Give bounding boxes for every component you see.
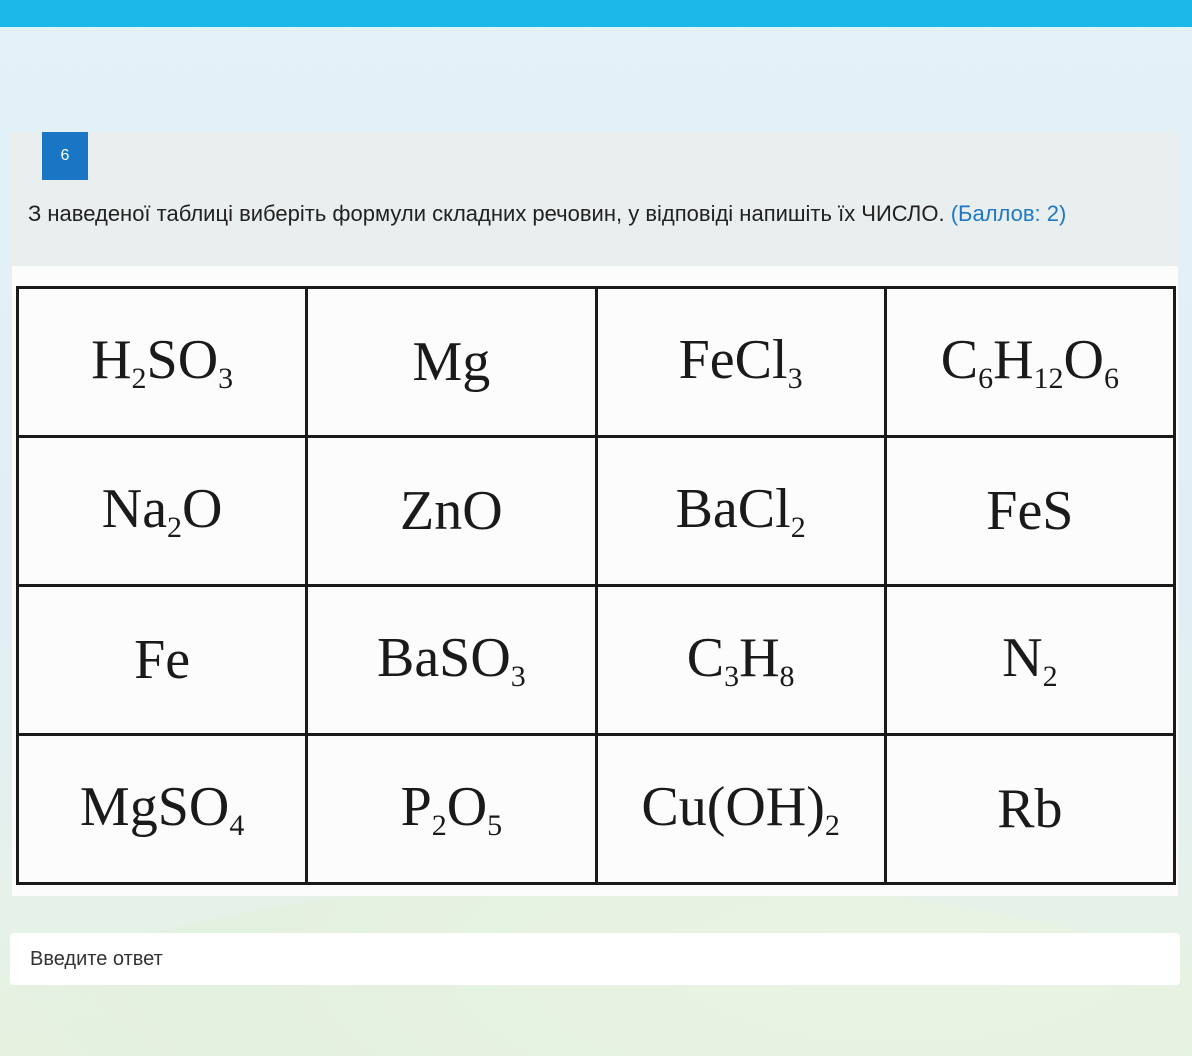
formula-part: O	[1063, 329, 1104, 391]
formula-subscript: 12	[1033, 362, 1064, 395]
table-row	[18, 586, 1175, 735]
formula-subscript: 3	[724, 660, 740, 693]
question-text	[28, 199, 1148, 229]
formula-cell	[885, 586, 1174, 735]
formula-cell	[596, 437, 885, 586]
formula-part: BaSO	[376, 627, 511, 689]
formula-subscript: 2	[431, 809, 447, 842]
formula-cell	[885, 437, 1174, 586]
formula-part: H	[993, 329, 1034, 391]
formula-part: P	[400, 776, 432, 838]
formula-part: SO	[146, 329, 219, 391]
formula-cell	[596, 586, 885, 735]
formula-table-image	[12, 266, 1178, 896]
formula-part: Fe	[134, 629, 191, 691]
formula-cell	[596, 288, 885, 437]
formula-cell	[307, 586, 596, 735]
question-number-badge: 6	[42, 132, 88, 180]
formula-part: MgSO	[79, 776, 230, 838]
formula-cell	[307, 288, 596, 437]
formula-subscript: 6	[978, 362, 994, 395]
table-row	[18, 288, 1175, 437]
formula-cell	[307, 735, 596, 884]
formula-cell	[596, 735, 885, 884]
formula-part: FeS	[986, 480, 1074, 542]
table-row	[18, 735, 1175, 884]
formula-subscript: 2	[1042, 660, 1058, 693]
formula-cell	[18, 288, 307, 437]
formula-cell	[885, 288, 1174, 437]
table-row	[18, 437, 1175, 586]
formula-cell	[18, 437, 307, 586]
formula-cell	[885, 735, 1174, 884]
formula-part: Rb	[997, 778, 1063, 840]
formula-subscript: 8	[779, 660, 795, 693]
formula-part: ZnO	[400, 480, 503, 542]
formula-subscript: 3	[510, 660, 526, 693]
formula-subscript: 6	[1104, 362, 1119, 395]
formula-part: O	[182, 478, 223, 540]
formula-subscript: 4	[229, 809, 245, 842]
formula-part: C	[940, 329, 979, 391]
formula-subscript: 2	[167, 511, 183, 544]
formula-table	[16, 286, 1176, 885]
question-prompt: З наведеної таблиці виберіть формули складних речовин, у відповіді напишіть їх ЧИСЛО.	[28, 201, 951, 226]
formula-part: C	[686, 627, 725, 689]
formula-part: Na	[101, 478, 168, 540]
formula-subscript: 5	[487, 809, 503, 842]
formula-subscript: 2	[790, 511, 806, 544]
formula-part: H	[91, 329, 132, 391]
formula-cell	[18, 586, 307, 735]
formula-part: FeCl	[678, 329, 788, 391]
formula-subscript: 3	[787, 362, 803, 395]
answer-input[interactable]	[10, 933, 1180, 985]
formula-subscript: 2	[824, 809, 840, 842]
question-points: (Баллов: 2)	[950, 201, 1067, 226]
formula-part: N	[1002, 627, 1043, 689]
formula-part: BaCl	[675, 478, 791, 540]
formula-part: H	[739, 627, 780, 689]
formula-part: Cu(OH)	[641, 776, 825, 838]
top-bar	[0, 0, 1192, 27]
formula-part: Mg	[412, 331, 491, 393]
formula-cell	[18, 735, 307, 884]
formula-subscript: 2	[131, 362, 147, 395]
formula-part: O	[446, 776, 488, 838]
formula-cell	[307, 437, 596, 586]
formula-subscript: 3	[218, 362, 234, 395]
